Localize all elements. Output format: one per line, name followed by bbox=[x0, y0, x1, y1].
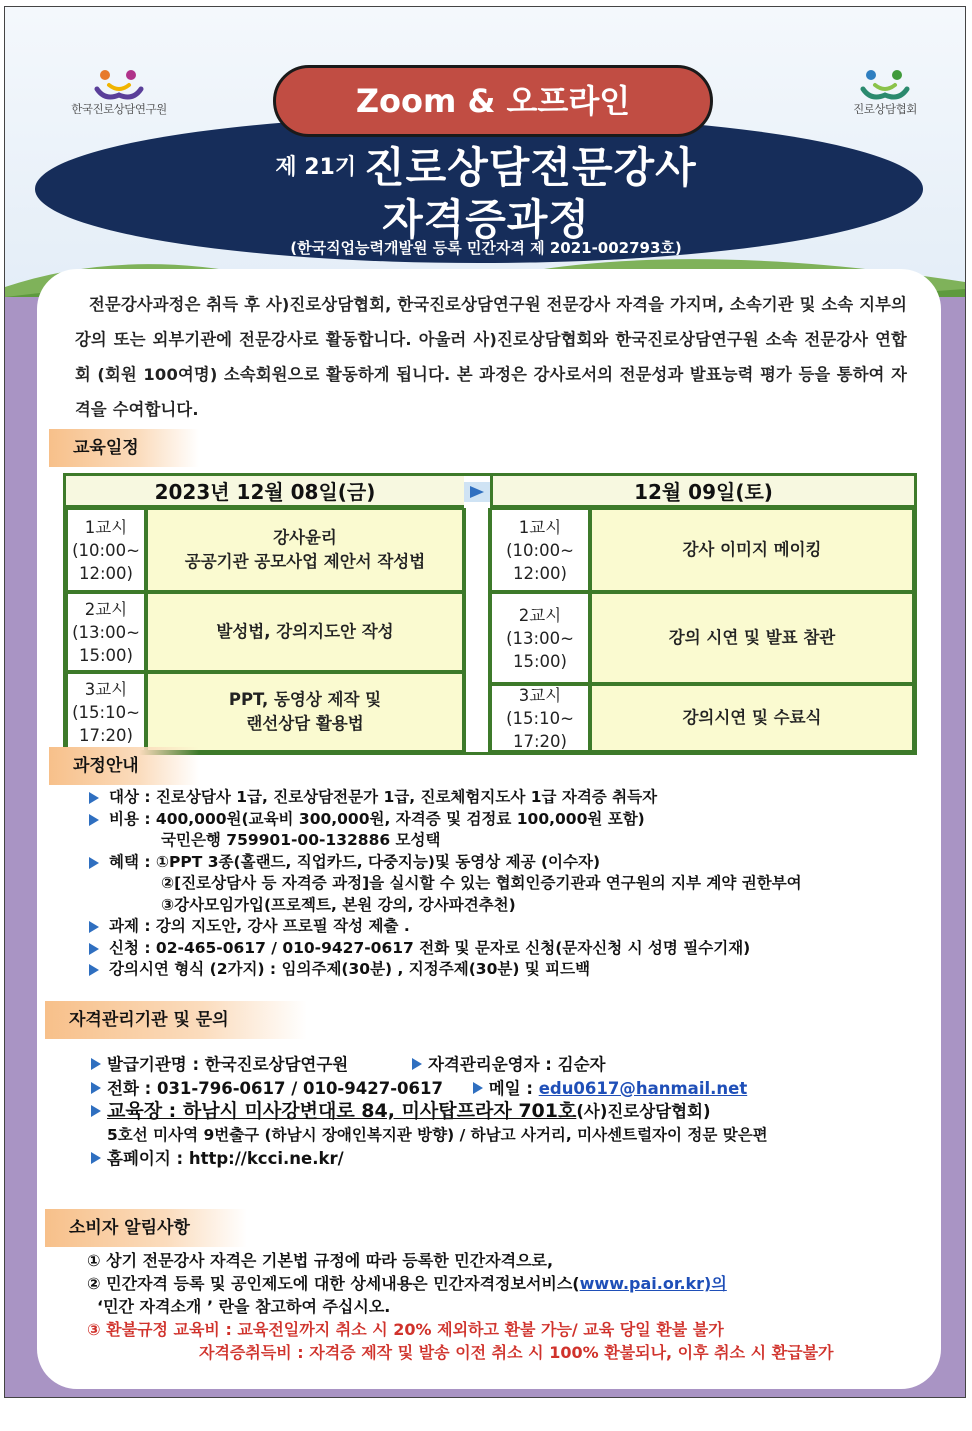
contact-row-5 bbox=[87, 1147, 917, 1171]
registration-number: (한국직업능력개발원 등록 민간자격 제 2021-002793호) bbox=[290, 239, 682, 257]
homepage-link[interactable]: 홈페이지 : http://kcci.ne.kr/ bbox=[107, 1149, 344, 1168]
notice-line-3: ‘민간 자격소개 ’ 란을 참고하여 주십시오. bbox=[97, 1297, 391, 1316]
contact-info bbox=[87, 1053, 917, 1171]
course-fee: 비용 : 400,000원(교육비 300,000원, 자격증 및 검정료 100,000원 포함) bbox=[85, 809, 905, 831]
people-logo-icon bbox=[93, 67, 145, 101]
bullet-triangle-icon bbox=[89, 943, 99, 955]
section-contact-heading: 자격관리기관 및 문의 bbox=[45, 1001, 307, 1039]
venue-address: 하남시 미사강변대로 84, 미사탑프라자 701호 bbox=[182, 1100, 577, 1122]
directions: 5호선 미사역 9번출구 (하남시 장애인복지관 방향) / 하남고 사거리, 미사센트럴자이 정문 맞은편 bbox=[107, 1125, 768, 1144]
phone: 전화 : 031-796-0617 / 010-9427-0617 bbox=[107, 1078, 443, 1098]
course-target: 대상 : 진로상담사 1급, 진로상담전문가 1급, 진로체험지도사 1급 자격증 취득자 bbox=[85, 787, 905, 809]
contact-row-3: 교육장 : 하남시 미사강변대로 84, 미사탑프라자 701호(사)진로상담협회) bbox=[87, 1100, 917, 1124]
course-demo: 강의시연 형식 (2가지) : 임의주제(30분) , 지정주제(30분) 및 피드백 bbox=[85, 959, 905, 981]
title-line-1 bbox=[5, 135, 966, 195]
arrow-right-icon bbox=[464, 482, 490, 502]
bullet-triangle-icon bbox=[91, 1082, 101, 1094]
term-label: 제 21기 bbox=[275, 155, 357, 180]
day1-slot2-subject: 발성법, 강의지도안 작성 bbox=[146, 592, 464, 672]
issuer: 발급기관명 : 한국진로상담연구원 bbox=[107, 1055, 349, 1074]
day-divider bbox=[464, 508, 490, 752]
day1-slot2-time: 2교시 (13:00~ 15:00) bbox=[66, 592, 146, 672]
manager: 자격관리운영자 : 김순자 bbox=[427, 1055, 606, 1074]
course-info bbox=[85, 787, 905, 981]
notice-refund-1: ③ 환불규정 교육비 : 교육전일까지 취소 시 20% 제외하고 환불 가능/ 교육 당일 환불 불가 bbox=[87, 1320, 724, 1339]
org-left-name: 한국진로상담연구원 bbox=[71, 102, 167, 116]
day1-slot1-time: 1교시 (10:00~ 12:00) bbox=[66, 508, 146, 592]
contact-row-1 bbox=[87, 1053, 917, 1077]
title-line-2: 자격증과정 bbox=[382, 195, 590, 244]
day1-slot1-subject: 강사윤리 공공기관 공모사업 제안서 작성법 bbox=[146, 508, 464, 592]
schedule-table bbox=[63, 473, 917, 755]
day1-date: 2023년 12월 08일(금) bbox=[66, 476, 464, 508]
day1-slot3-subject: PPT, 동영상 제작 및 랜선상담 활용법 bbox=[146, 672, 464, 752]
day2-slot2-subject: 강의 시연 및 발표 참관 bbox=[590, 592, 914, 684]
bullet-triangle-icon bbox=[91, 1105, 101, 1117]
intro-paragraph: 전문강사과정은 취득 후 사)진로상담협회, 한국진로상담연구원 전문강사 자격을 가지며, 소속기관 및 소속 지부의 강의 또는 외부기관에 전문강사로 활동합니다. 아울러 사)진로상담협회와 한국진로상담연구원 소속 전문강사 연합회 (회원 100여명) 소속회원으로 활동하게 됩니다. 본 과정은 강사로서의 전문성과 발표능력 평가 등을 통하여 자격을 수여합니다. bbox=[75, 295, 907, 419]
org-logo-right bbox=[815, 67, 955, 117]
bullet-triangle-icon bbox=[412, 1058, 422, 1070]
notice-line-2: ② 민간자격 등록 및 공인제도에 대한 상세내용은 민간자격정보서비스(www.pai.or.kr)의 bbox=[87, 1274, 727, 1293]
org-logo-left bbox=[49, 67, 189, 117]
section-schedule-heading: 교육일정 bbox=[49, 429, 199, 467]
email-link[interactable]: edu0617@hanmail.net bbox=[538, 1078, 748, 1098]
day2-slot3-time: 3교시 (15:10~ 17:20) bbox=[490, 684, 590, 752]
course-title: 진로상담전문강사 bbox=[364, 143, 697, 192]
notice-line-1: ① 상기 전문강사 자격은 기본법 규정에 따라 등록한 민간자격으로, bbox=[87, 1251, 554, 1270]
notice-refund-2: 자격증취득비 : 자격증 제작 및 발송 이전 취소 시 100% 환불되나, 이후 취소 시 환급불가 bbox=[199, 1343, 834, 1362]
people-logo-icon bbox=[859, 67, 911, 101]
day2-slot1-time: 1교시 (10:00~ 12:00) bbox=[490, 508, 590, 592]
course-benefit-3: ③강사모임가입(프로젝트, 본원 강의, 강사파견추천) bbox=[161, 895, 516, 914]
bullet-triangle-icon bbox=[89, 964, 99, 976]
bullet-triangle-icon bbox=[89, 814, 99, 826]
section-course-heading: 과정안내 bbox=[49, 747, 199, 785]
section-notice-heading: 소비자 알림사항 bbox=[45, 1209, 247, 1247]
day2-date: 12월 09일(토) bbox=[490, 476, 914, 508]
course-task: 과제 : 강의 지도안, 강사 프로필 작성 제출 . bbox=[85, 916, 905, 938]
course-benefit-2: ②[진로상담사 등 자격증 과정]을 실시할 수 있는 협회인증기관과 연구원의 지부 계약 권한부여 bbox=[161, 874, 802, 892]
bullet-triangle-icon bbox=[89, 857, 99, 869]
poster bbox=[4, 6, 966, 1398]
consumer-notice bbox=[87, 1249, 927, 1364]
format-badge: Zoom & 오프라인 bbox=[273, 65, 713, 137]
day2-slot2-time: 2교시 (13:00~ 15:00) bbox=[490, 592, 590, 684]
course-account: 국민은행 759901-00-132886 모성택 bbox=[161, 831, 441, 849]
pai-link[interactable]: www.pai.or.kr)의 bbox=[579, 1274, 727, 1293]
day2-slot1-subject: 강사 이미지 메이킹 bbox=[590, 508, 914, 592]
day2-slot3-subject: 강의시연 및 수료식 bbox=[590, 684, 914, 752]
bullet-triangle-icon bbox=[473, 1082, 483, 1094]
bullet-triangle-icon bbox=[91, 1058, 101, 1070]
contact-row-2: 전화 : 031-796-0617 / 010-9427-0617 메일 : edu0617@hanmail.net bbox=[87, 1077, 917, 1101]
bullet-triangle-icon bbox=[89, 792, 99, 804]
course-benefit-1: 혜택 : ①PPT 3종(홀랜드, 직업카드, 다중지능)및 동영상 제공 (이수자) bbox=[85, 852, 905, 874]
bullet-triangle-icon bbox=[91, 1152, 101, 1164]
org-right-name: 진로상담협회 bbox=[853, 102, 917, 116]
course-apply: 신청 : 02-465-0617 / 010-9427-0617 전화 및 문자로 신청(문자신청 시 성명 필수기재) bbox=[85, 938, 905, 960]
day1-slot3-time: 3교시 (15:10~ 17:20) bbox=[66, 672, 146, 752]
bullet-triangle-icon bbox=[89, 921, 99, 933]
